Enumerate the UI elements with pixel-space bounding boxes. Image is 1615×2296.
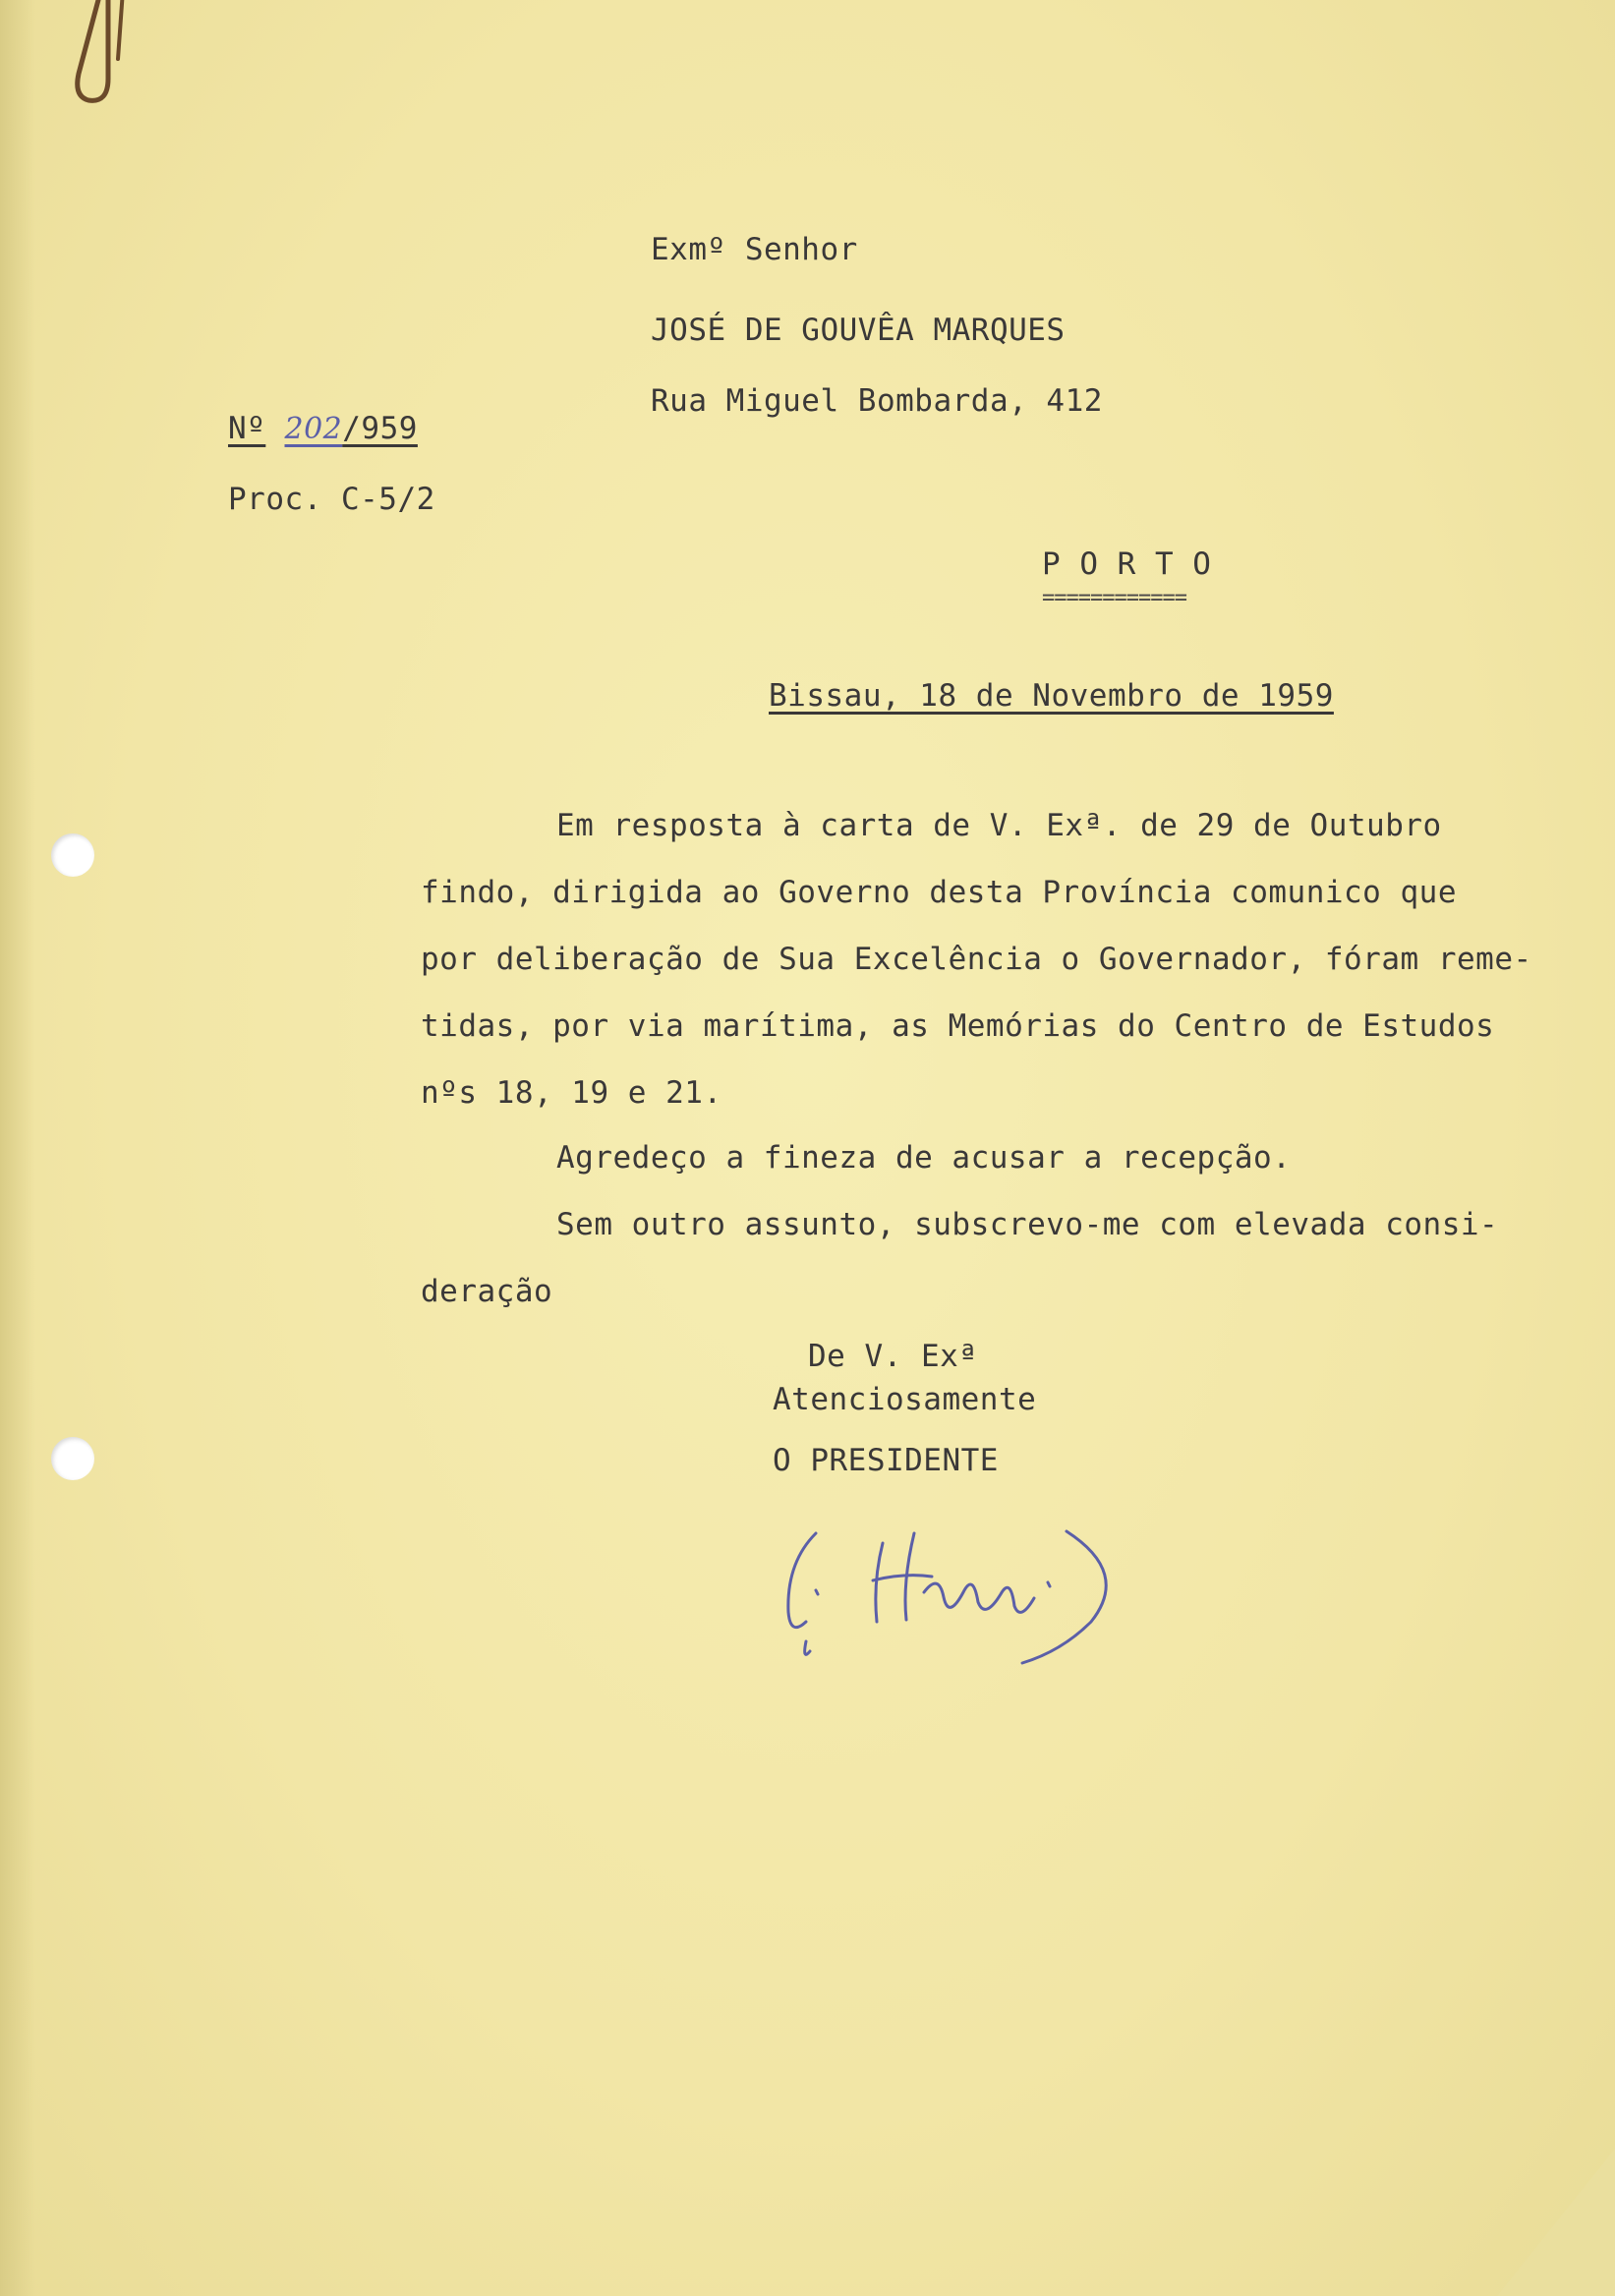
reference-prefix: Nº <box>228 411 266 446</box>
recipient-address: Rua Miguel Bombarda, 412 <box>651 383 1103 419</box>
paper-clip-icon <box>69 0 138 128</box>
handwritten-signature <box>767 1504 1180 1681</box>
reference-handwritten-number: 202 <box>284 412 343 446</box>
date-line: Bissau, 18 de Novembro de 1959 <box>769 678 1334 714</box>
salutation: Exmº Senhor <box>651 232 858 267</box>
closing-title: O PRESIDENTE <box>773 1443 999 1478</box>
body-line-3: por deliberação de Sua Excelência o Governador, fóram reme- <box>421 942 1532 977</box>
reference-number <box>228 411 418 446</box>
city: P O R T O <box>1042 546 1212 582</box>
recipient-name: JOSÉ DE GOUVÊA MARQUES <box>651 313 1066 348</box>
body-closing-line-1: Sem outro assunto, subscrevo-me com elevada consi- <box>556 1207 1499 1242</box>
body-line-2: findo, dirigida ao Governo desta Província comunico que <box>421 875 1457 910</box>
closing-line-2: Atenciosamente <box>773 1382 1037 1417</box>
body-line-4: tidas, por via marítima, as Memórias do Centro de Estudos <box>421 1008 1495 1044</box>
closing-line-1: De V. Exª <box>808 1339 978 1374</box>
page-edge-shadow <box>0 0 35 2296</box>
process-reference: Proc. C-5/2 <box>228 482 435 517</box>
folded-corner <box>1497 2149 1615 2296</box>
body-line-5: nºs 18, 19 e 21. <box>421 1075 722 1111</box>
body-acknowledgement: Agredeço a fineza de acusar a recepção. <box>556 1140 1292 1176</box>
body-line-1: Em resposta à carta de V. Exª. de 29 de Outubro <box>556 808 1442 843</box>
punch-hole-top <box>51 833 94 877</box>
reference-suffix: /959 <box>342 411 418 446</box>
punch-hole-bottom <box>51 1437 94 1480</box>
city-double-underline: ============ <box>1042 586 1186 610</box>
body-closing-line-2: deração <box>421 1274 553 1309</box>
